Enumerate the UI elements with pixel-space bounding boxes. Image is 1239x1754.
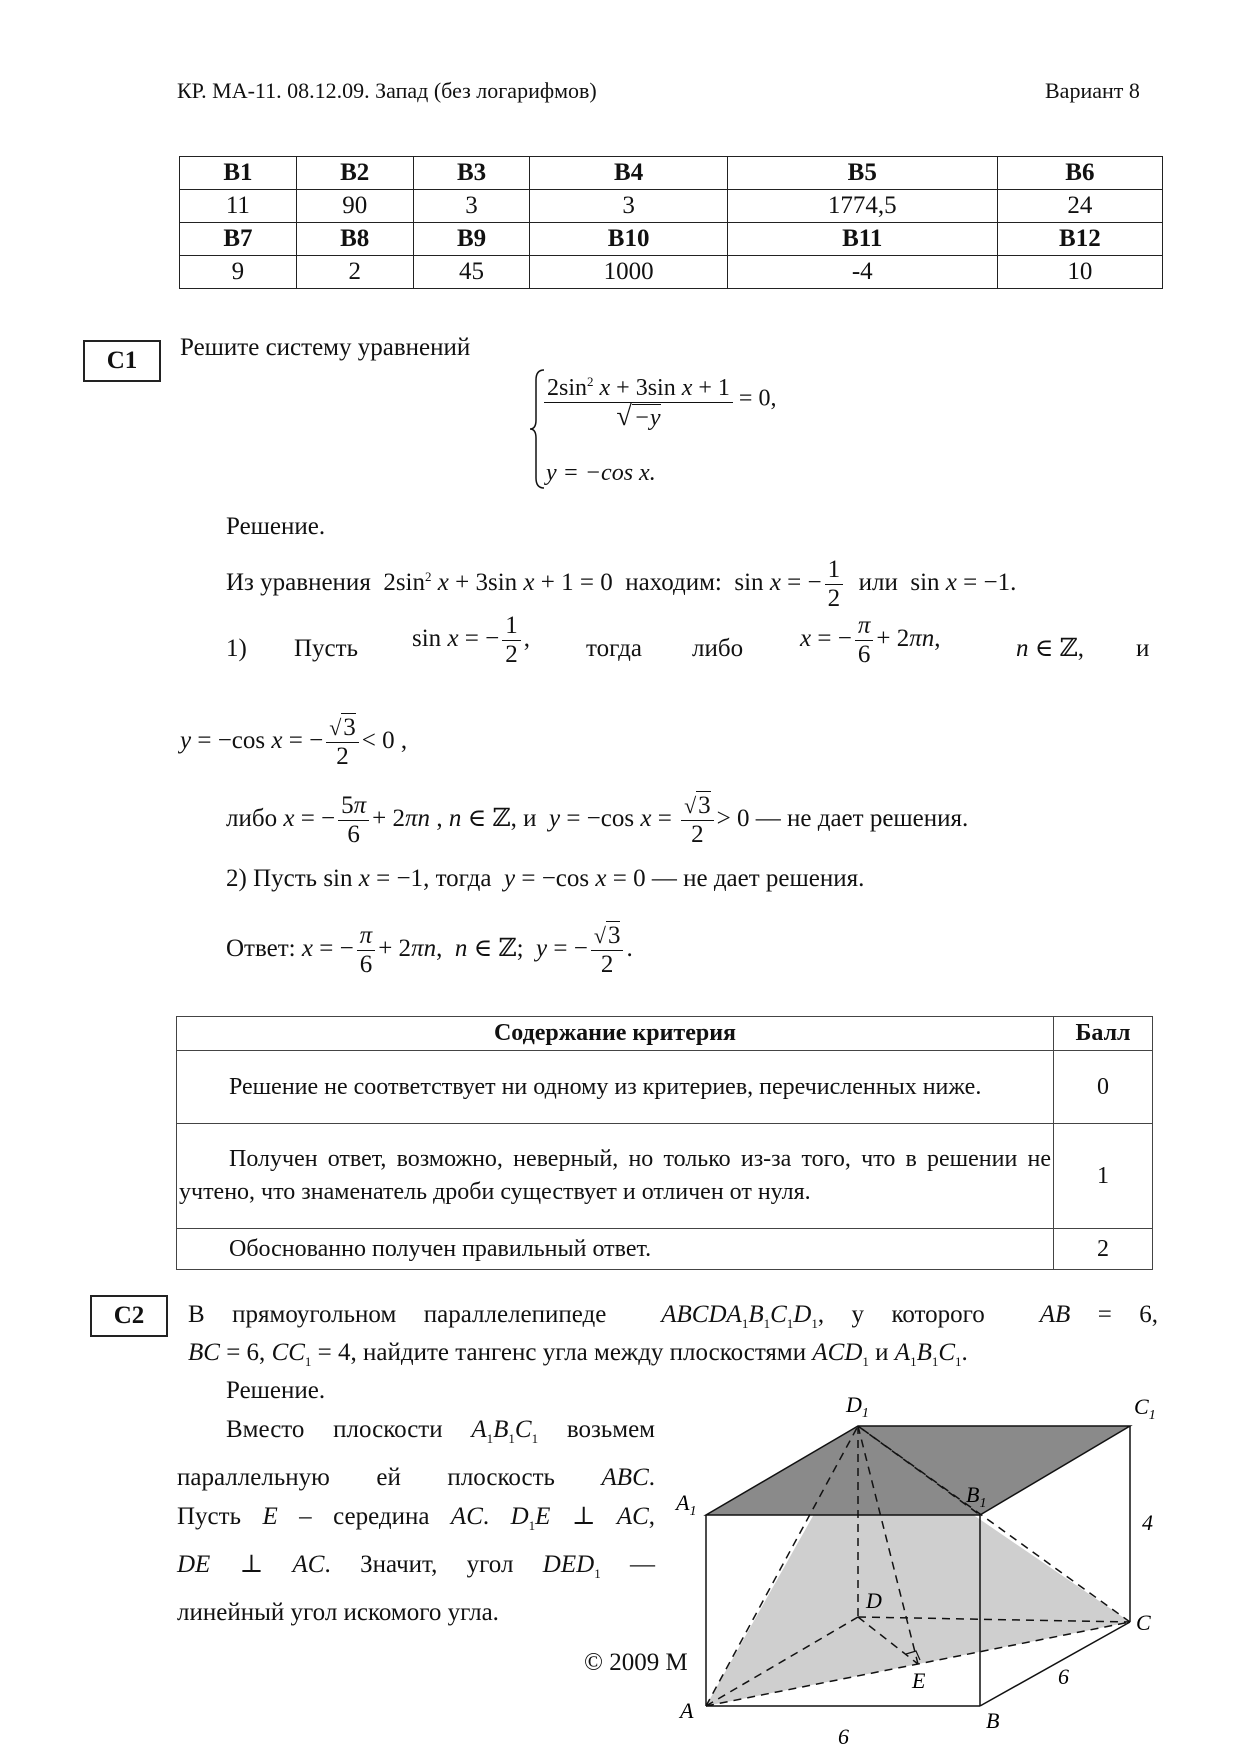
c1-system	[528, 368, 828, 490]
label-b: B	[986, 1708, 1000, 1733]
answers-cell: B8	[296, 223, 413, 256]
c2-s4b: Значит, угол	[360, 1551, 514, 1578]
c1-case-2: 2) Пусть sin x = −1, тогда y = −cos x = 0 — не дает решения.	[226, 865, 865, 892]
c2-p2: , найдите тангенс угла между плоскостями	[350, 1339, 807, 1366]
c2-p1b: , у которого	[817, 1301, 985, 1328]
c1-line1-or: или	[858, 569, 898, 597]
answers-cell: B2	[296, 157, 413, 190]
c2-solution-title: Решение.	[226, 1377, 326, 1404]
task-label-c2: C2	[90, 1295, 168, 1337]
answers-row-header	[180, 157, 1163, 190]
label-b1: $B_1$	[966, 1482, 987, 1511]
c1-equation-2: y = −cos x.	[546, 460, 656, 486]
answers-cell: B12	[997, 223, 1162, 256]
dim-height: 4	[1142, 1510, 1153, 1535]
c1-either-2: либо x = − $\frac{5\pi}{6}$ + 2πn , n ∈ ℤ, и y = −cos x = $\frac{√3}{2}$ > 0 — не дает решения.	[226, 792, 969, 848]
c1-line-1: Из уравнения $2\sin^2$ x + 3sin x + 1 = 0 находим: sin x = − $\frac{1}{2}$ или sin x = −1.	[226, 556, 1017, 612]
label-a: A	[680, 1698, 694, 1723]
c1-case1-label: 1)	[226, 635, 247, 662]
c1-equation-1: $\frac{2\sin^2 x + 3\sin x + 1}{√-y}$ = 0,	[544, 368, 776, 432]
criteria-header-score: Балл	[1054, 1017, 1153, 1051]
answers-cell: 11	[180, 190, 297, 223]
c2-s1b: возьмем	[566, 1416, 655, 1443]
criteria-text: Решение не соответствует ни одному из критериев, перечисленных ниже.	[177, 1051, 1054, 1124]
answers-row-header	[180, 223, 1163, 256]
footer-copyright: © 2009 М	[584, 1649, 688, 1676]
c2-and: и	[875, 1339, 889, 1366]
c2-line-2: BC = 6, $CC_1 = 4$, найдите тангенс угла между плоскостями $ACD_1$ и $A_1B_1C_1$.	[188, 1339, 968, 1369]
answers-cell: B7	[180, 223, 297, 256]
c1-and2: , и	[510, 805, 537, 833]
answers-cell: 90	[296, 190, 413, 223]
c1-either2-text: либо	[226, 805, 278, 833]
answers-cell: 10	[997, 256, 1162, 289]
c1-case1-let: Пусть	[294, 635, 358, 662]
answers-cell: B11	[727, 223, 997, 256]
criteria-header-row	[177, 1017, 1153, 1051]
c1-case2-text: 2) Пусть	[226, 865, 318, 892]
label-c: C	[1136, 1610, 1151, 1635]
criteria-score: 1	[1054, 1124, 1153, 1229]
c1-case1-either: либо	[692, 635, 744, 662]
answers-cell: B10	[530, 223, 727, 256]
label-c1: $C_1$	[1134, 1394, 1156, 1423]
c2-line-1: В прямоугольном параллелепипеде $ABCDA_1B_1C_1D_1$, у которого AB = 6,	[188, 1301, 1158, 1331]
answers-cell: 9	[180, 256, 297, 289]
answers-cell: B3	[413, 157, 530, 190]
label-e: E	[912, 1668, 926, 1693]
criteria-header-content: Содержание критерия	[177, 1017, 1054, 1051]
header-title: КР. МА-11. 08.12.09. Запад (без логарифмов)	[177, 78, 597, 103]
c1-case1-and: и	[1136, 635, 1150, 662]
dim-ab: 6	[838, 1724, 849, 1749]
answers-row-values	[180, 256, 1163, 289]
answers-table	[179, 156, 1163, 289]
answers-cell: 3	[530, 190, 727, 223]
c1-no-solution-2: — не дает решения.	[651, 865, 865, 892]
criteria-row	[177, 1229, 1153, 1270]
answers-cell: 2	[296, 256, 413, 289]
label-a1: $A_1$	[676, 1490, 697, 1519]
header-variant: Вариант 8	[1045, 78, 1140, 103]
c1-answer: Ответ: x = − $\frac{\pi}{6}$ + 2πn, n ∈ ℤ; y = − $\frac{√3}{2}$ .	[226, 922, 633, 978]
answers-cell: B1	[180, 157, 297, 190]
criteria-text: Обоснованно получен правильный ответ.	[177, 1229, 1054, 1270]
c1-case2-then: , тогда	[423, 865, 492, 892]
criteria-row	[177, 1051, 1153, 1124]
criteria-score: 2	[1054, 1229, 1153, 1270]
answers-cell: 24	[997, 190, 1162, 223]
c1-case1-then: тогда	[586, 635, 642, 662]
c2-s3: Пусть	[177, 1503, 241, 1530]
answers-cell: B4	[530, 157, 727, 190]
answers-cell: B6	[997, 157, 1162, 190]
answers-cell: B5	[727, 157, 997, 190]
c1-no-solution-1: — не дает решения.	[755, 805, 969, 833]
c1-answer-label: Ответ:	[226, 935, 296, 963]
label-d: D	[866, 1588, 882, 1613]
answers-cell: 1774,5	[727, 190, 997, 223]
c1-case-1-y: y = −cos x = − $\frac{√3}{2}$ < 0 ,	[180, 714, 408, 770]
c1-prompt: Решите систему уравнений	[180, 334, 471, 361]
dim-bc: 6	[1058, 1664, 1069, 1689]
parallelepiped-figure	[670, 1390, 1160, 1750]
answers-cell: 45	[413, 256, 530, 289]
answers-row-values	[180, 190, 1163, 223]
c2-s1: Вместо плоскости	[226, 1416, 443, 1443]
c2-s2: параллельную ей плоскость	[177, 1464, 555, 1491]
c2-p1: В прямоугольном параллелепипеде	[188, 1301, 607, 1328]
criteria-table	[176, 1016, 1153, 1270]
answers-cell: 1000	[530, 256, 727, 289]
task-label-c1: C1	[83, 340, 161, 382]
criteria-text: Получен ответ, возможно, неверный, но только из-за того, что в решении не учтено, что знаменатель дроби существует и отличен от нуля.	[177, 1124, 1054, 1229]
c1-line1-text: Из уравнения	[226, 569, 371, 597]
c2-solution-body: Вместо плоскости $A_1B_1C_1$ возьмем параллельную ей плоскость ABC. Пусть E – середина AC. $D_1E$ ⊥ AC, DE ⊥ AC. Значит, угол $DED_1$ — линейный угол искомого угла.	[177, 1410, 655, 1632]
answers-cell: 3	[413, 190, 530, 223]
label-d1: $D_1$	[846, 1392, 869, 1421]
c1-solution-title: Решение.	[226, 513, 326, 540]
answers-cell: B9	[413, 223, 530, 256]
c2-s3b: – середина	[299, 1503, 430, 1530]
criteria-score: 0	[1054, 1051, 1153, 1124]
c1-line1-found: находим:	[625, 569, 722, 597]
answers-cell: -4	[727, 256, 997, 289]
criteria-row	[177, 1124, 1153, 1229]
c2-s5: линейный угол искомого угла.	[177, 1599, 499, 1626]
